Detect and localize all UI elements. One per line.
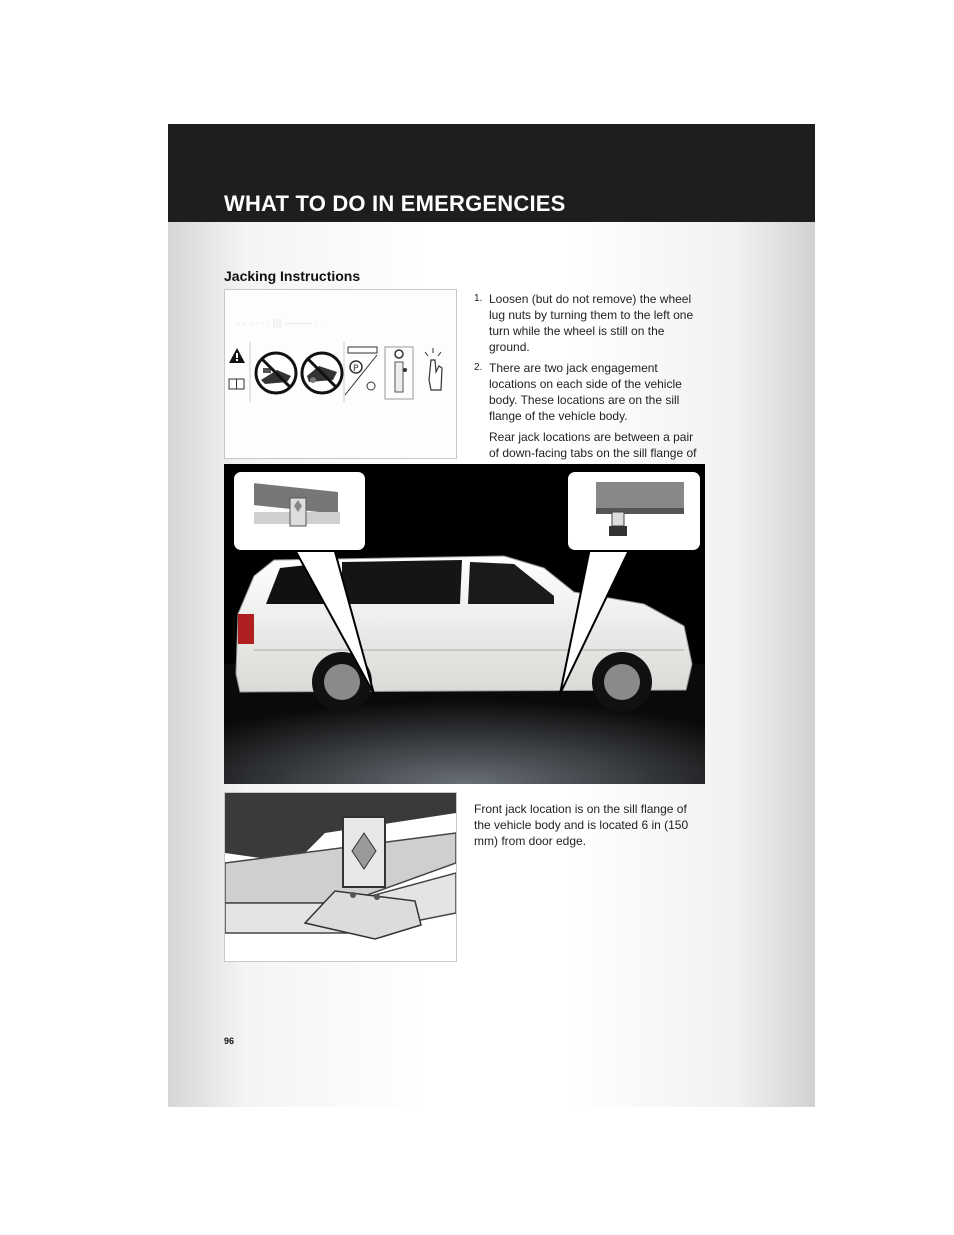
step-item <box>474 360 706 477</box>
vehicle-jack-locations-photo <box>224 464 705 784</box>
jacking-instructions-heading: Jacking Instructions <box>224 268 361 284</box>
jacking-steps-list <box>474 291 706 482</box>
step-extra-text: Rear jack locations are between a pair of down-facing tabs on the sill flange of <box>489 430 697 460</box>
step-text: Loosen (but do not remove) the wheel lug nuts by turning them to the left one turn while the wheel is still on the ground. <box>489 292 694 354</box>
section-title: WHAT TO DO IN EMERGENCIES <box>224 191 566 216</box>
page-number: 96 <box>224 1036 235 1046</box>
step-number: 1. <box>474 293 483 304</box>
rear-jack-callout <box>233 471 366 551</box>
svg-text:- - - · · · ||| ——— · ·: - - - · · · ||| ——— · · <box>237 319 323 329</box>
step-number: 2. <box>474 362 483 373</box>
front-jack-location-text: Front jack location is on the sill flange of the vehicle body and is located 6 in (150 mm) from door edge. <box>474 802 689 848</box>
step-text: There are two jack engagement locations on each side of the vehicle body. These locations are on the sill flange of the vehicle body. <box>489 361 682 423</box>
front-jack-location-figure <box>224 792 457 962</box>
no-start-engine-icon <box>302 353 342 393</box>
front-jack-callout <box>567 471 701 551</box>
no-crawl-under-icon <box>256 353 296 393</box>
jack-warning-label-figure <box>224 289 457 459</box>
svg-text:P: P <box>353 364 359 374</box>
step-item <box>474 291 706 355</box>
